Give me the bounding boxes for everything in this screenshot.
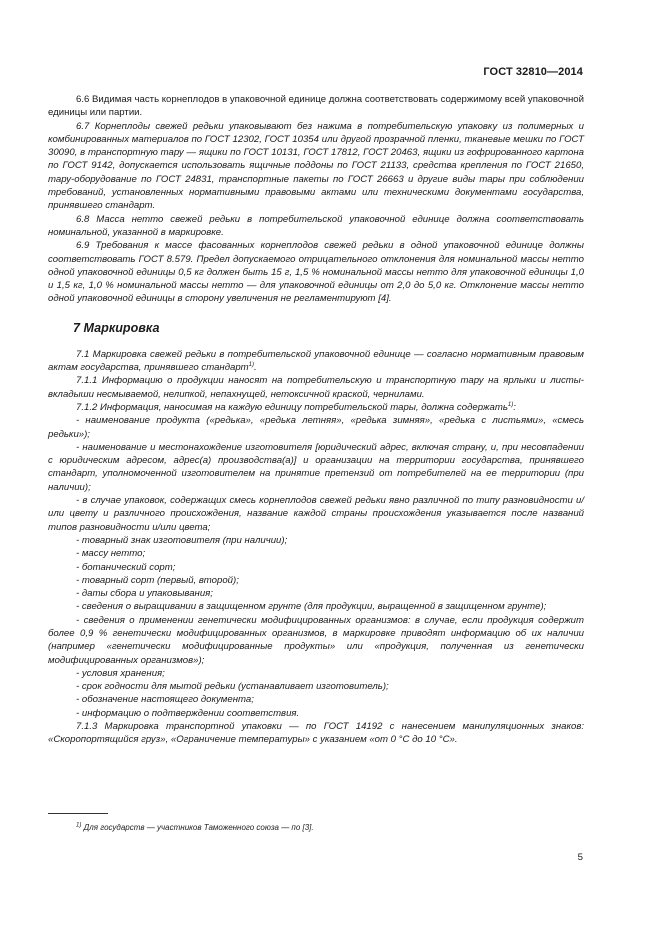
paragraph-7-1-2: [48, 401, 584, 414]
section-title: 7 Маркировка: [73, 320, 160, 335]
paragraph-6-6: 6.6 Видимая часть корнеплодов в упаковочной единице должна соответствовать содержимому всей упаковочной единицы или партии.: [48, 94, 584, 119]
footnote-ref: 1): [507, 401, 514, 408]
paragraph-6-8: 6.8 Масса нетто свежей редьки в потребительской упаковочной единице должна соответствовать номинальной, указанной в маркировке.: [48, 213, 584, 238]
paragraph-7-1-text: 7.1 Маркировка свежей редьки в потребительской упаковочной единице — согласно нормативным правовым актам государства, принявшего стандарт: [48, 348, 584, 374]
paragraph-7-1-1: 7.1.1 Информацию о продукции наносят на потребительскую и транспортную тару на ярлыки и листы-вкладыши несмываемой, нелипкой, непахнущей, нетоксичной краской, чернилами.: [48, 375, 584, 400]
info-list: [48, 414, 584, 720]
footnote-marker: 1): [76, 822, 82, 829]
footnote-ref: 1): [248, 361, 254, 368]
document-header: ГОСТ 32810—2014: [483, 66, 583, 78]
paragraph-7-1-end: .: [254, 362, 257, 374]
list-item: - сведения о выращивании в защищенном грунте (для продукции, выращенной в защищенном грунте);: [76, 601, 547, 613]
list-item: - товарный знак изготовителя (при наличии);: [76, 534, 288, 546]
list-item: - информацию о подтверждении соответствия.: [76, 707, 300, 719]
footnote-divider: [48, 813, 108, 814]
paragraph-6-9: 6.9 Требования к массе фасованных корнеплодов свежей редьки в одной упаковочной единице должны соответствовать ГОСТ 8.579. Предел допускаемого отрицательного отклонения для номинальной массы нетто одной упаковочной единицы 0,5 кг должен быть 15 г, 1,5 % номинальной массы нетто для упаковочной единицы 1,0 и 1,5 кг, 1,0 % номинальной массы нетто — для упаковочной единицы от 2,0 до 5,0 кг. Отклонение массы нетто одной упаковочной единицы в сторону увеличения не регламентируют [4].: [48, 240, 584, 305]
list-item: - срок годности для мытой редьки (устанавливает изготовитель);: [76, 681, 389, 693]
paragraph-6-7: 6.7 Корнеплоды свежей редьки упаковывают без нажима в потребительскую упаковку из полимерных и комбинированных материалов по ГОСТ 12302, ГОСТ 10354 или другой прозрачной пленки, тканевые мешки по ГОСТ 30090, в транспортную тару — ящики по ГОСТ 10131, ГОСТ 17812, ГОСТ 20463, ящики из гофрированного картона по ГОСТ 9142, допускается использовать ящичные поддоны по ГОСТ 21133, средства крепления по ГОСТ 21650, тару-оборудование по ГОСТ 24831, транспортные пакеты по ГОСТ 26663 и другие виды тары при соблюдении требований, установленных нормативными правовыми актами или техническими документами государства, принявшего стандарт.: [48, 120, 584, 212]
list-item: - массу нетто;: [76, 548, 146, 560]
paragraph-7-1: [48, 348, 584, 375]
list-item: - сведения о применении генетически модифицированных организмов: в случае, если продукция содержит более 0,9 % генетически модифицированных организмов, в маркировке приводят информацию об их наличии (например «генетически модифицированные продукты» или «продукция, полученная из генетически модифицированных организмов»);: [48, 614, 584, 666]
page-number: 5: [577, 852, 583, 863]
paragraph-7-1-2-end: :: [513, 401, 516, 413]
footnote-text: Для государств — участников Таможенного союза — по [3].: [83, 823, 314, 832]
paragraph-7-1-2-text: 7.1.2 Информация, наносимая на каждую единицу потребительской тары, должна содержать: [76, 401, 508, 413]
footnote: [76, 823, 314, 832]
list-item: - наименование и местонахождение изготовителя [юридический адрес, включая страну, и, при несовпадении с юридическим адресом, адрес(а) производства(а)] и организации на территории государства, принявшего стандарт, уполномоченной изготовителем на принятие претензий от потребителей на ее территории (при наличии);: [48, 441, 584, 493]
list-item: - в случае упаковок, содержащих смесь корнеплодов свежей редьки явно различной по типу разновидности и/или цвету и различного происхождения, название каждой страны происхождения указывается после названий типов разновидности и/или цвета;: [48, 495, 584, 533]
list-item: - обозначение настоящего документа;: [76, 694, 254, 706]
list-item: - товарный сорт (первый, второй);: [76, 574, 239, 586]
document-body: [48, 93, 584, 747]
list-item: - наименование продукта («редька», «редька летняя», «редька зимняя», «редька с листьями», «смесь редьки»);: [48, 415, 584, 440]
list-item: - ботанический сорт;: [76, 561, 176, 573]
paragraph-7-1-3: 7.1.3 Маркировка транспортной упаковки — по ГОСТ 14192 с нанесением манипуляционных знаков: «Скоропортящийся груз», «Ограничение температуры» с указанием «от 0 °C до 10 °C».: [48, 721, 584, 746]
list-item: - условия хранения;: [76, 667, 165, 679]
list-item: - даты сбора и упаковывания;: [76, 588, 213, 600]
